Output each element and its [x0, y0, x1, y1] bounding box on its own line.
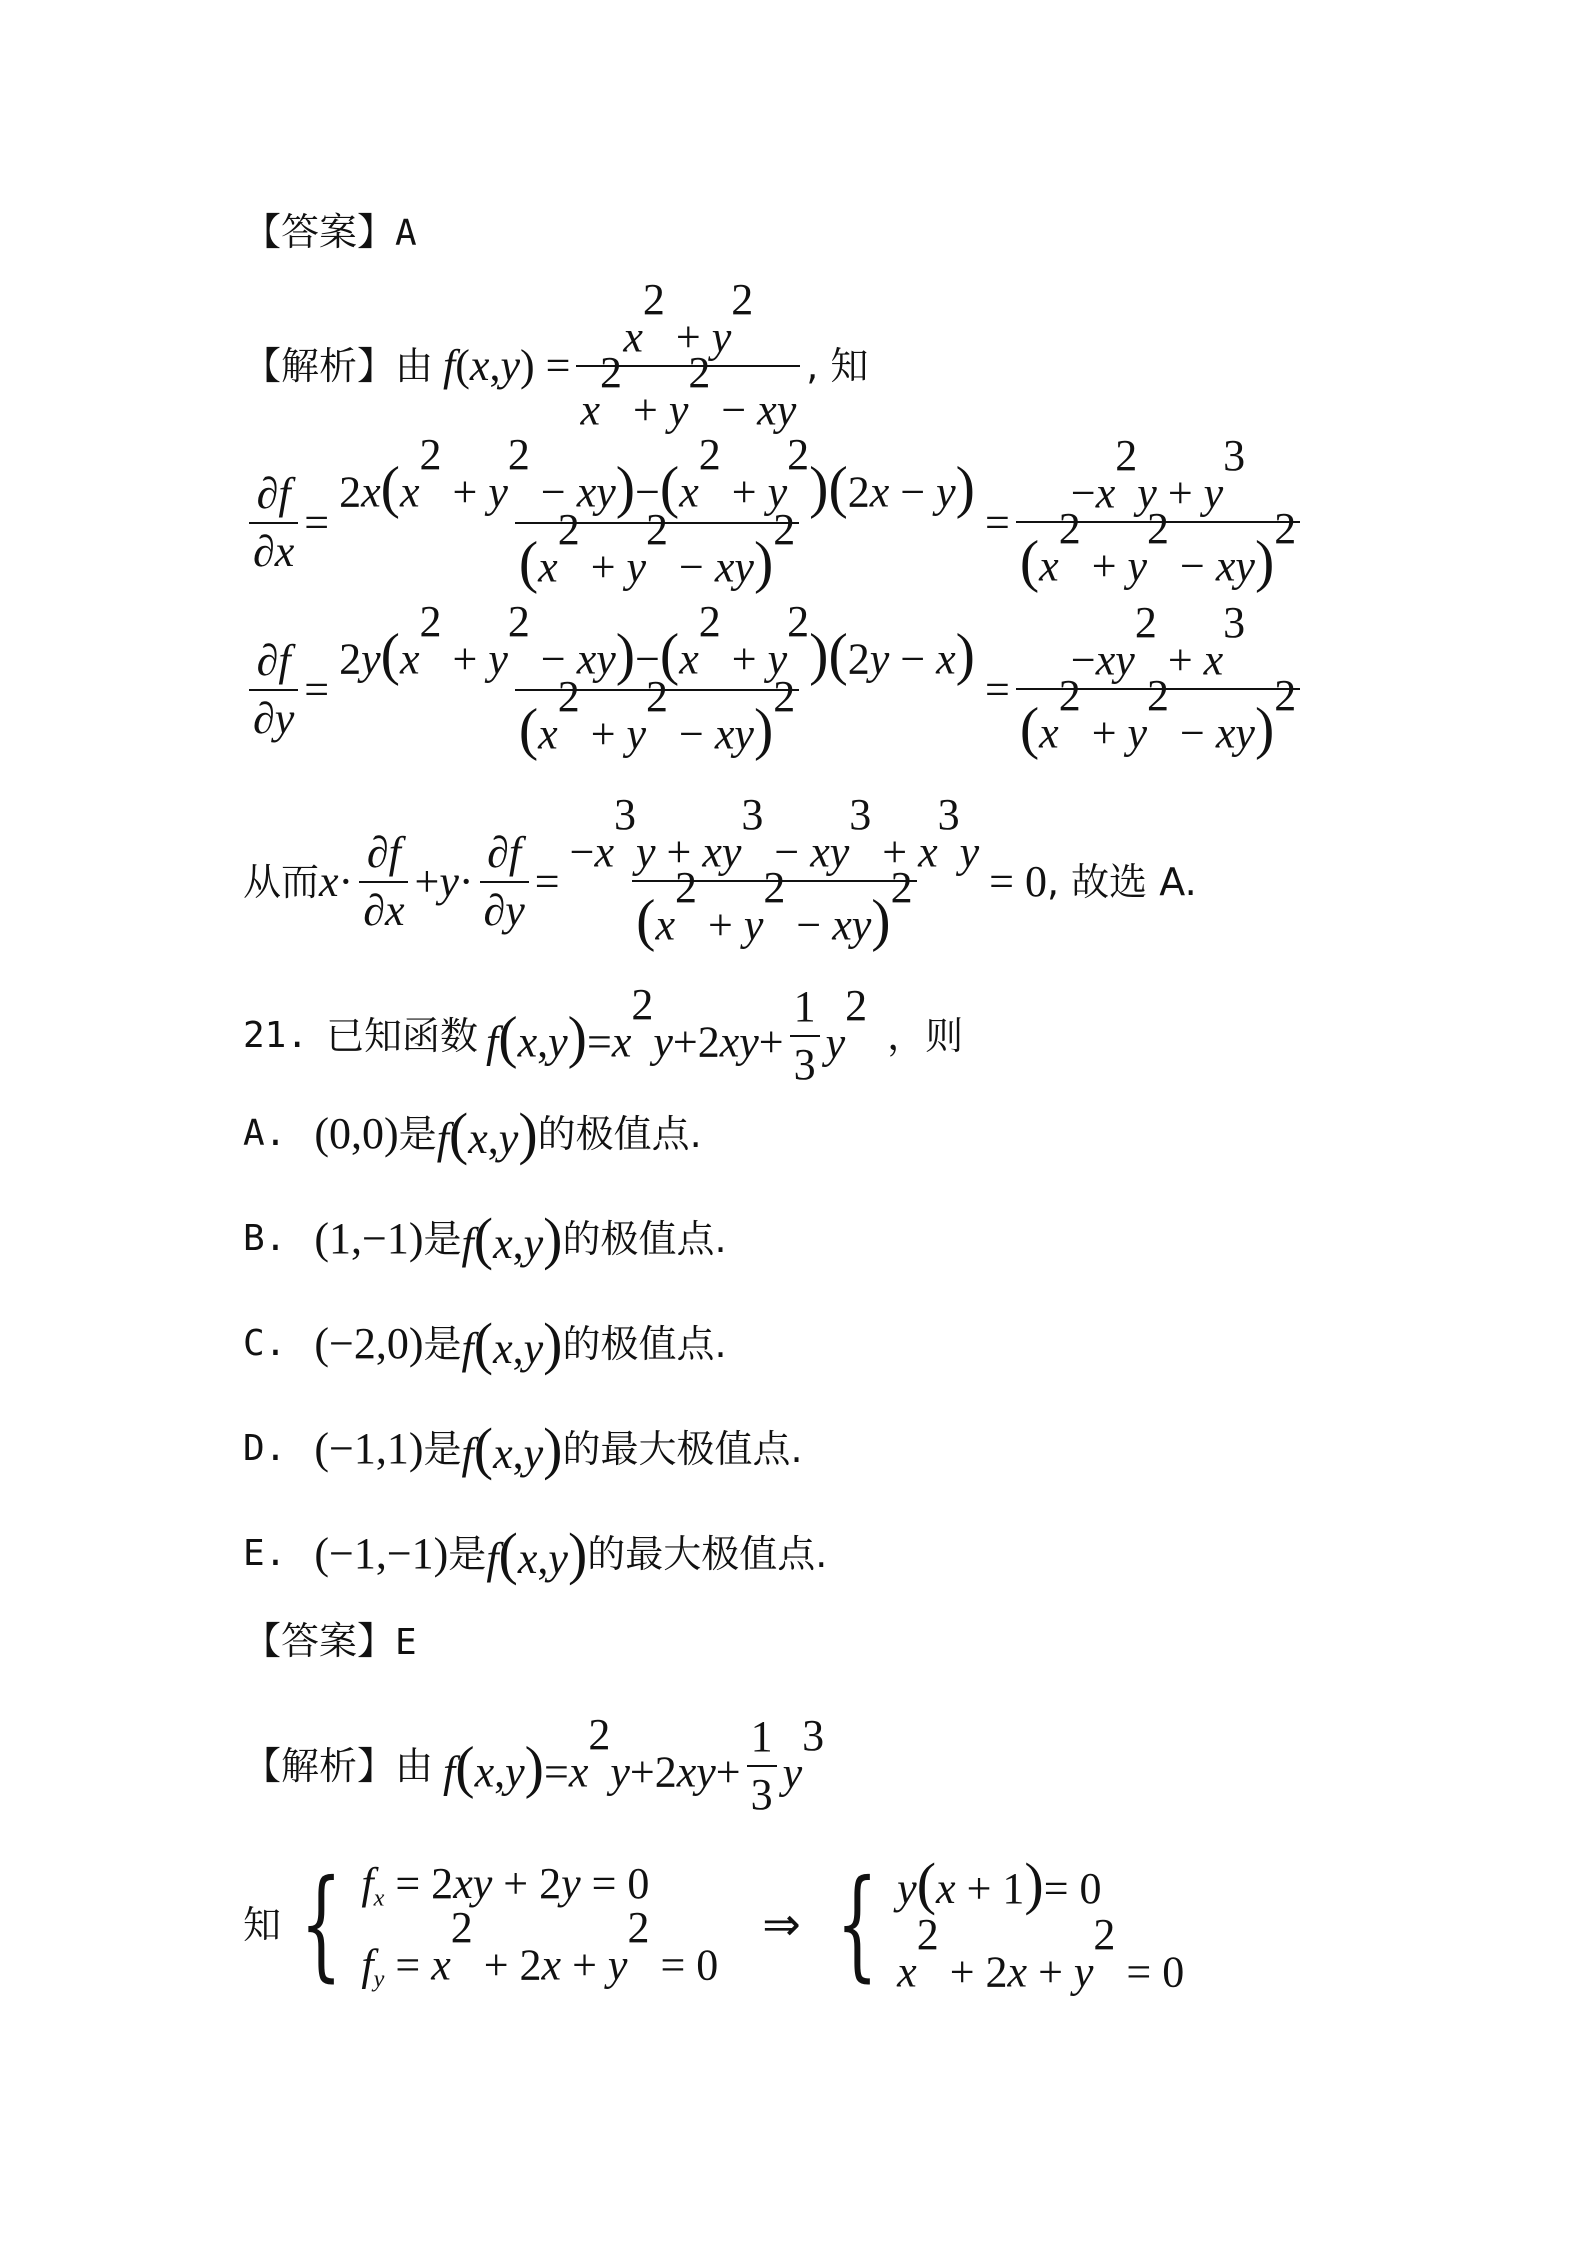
- one-third: $\frac{1}{3}$: [790, 985, 820, 1087]
- analysis-label: 【解析】: [243, 344, 396, 389]
- conclusion-text: , 故选 A.: [1047, 860, 1197, 905]
- answer-value: A: [395, 213, 417, 254]
- question-number: 21.: [243, 1015, 309, 1056]
- left-brace-icon: {: [300, 1854, 343, 1994]
- partial-y-expanded: $\frac{2y(x^2 + y^2 - xy)-(x^2 + y^2)(2y - x)}{(x^2 + y^2 - xy)^2}$: [339, 597, 975, 762]
- system-1: $f_x = 2xy + 2y = 0$ $f_y = x^2 + 2x + y^2 = 0$: [361, 1859, 719, 1993]
- partial-x-equation: $\frac{\partial f}{\partial x}$ = $\frac{2x(x^2 + y^2 - xy)-(x^2 + y^2)(2x - y)}{(x^2 + y^2 - xy)^2}$ = $\frac{-x^2y + y^3}{(x^2 + y^2 - xy)^2}$: [243, 455, 1306, 592]
- option-letter: D.: [243, 1428, 287, 1469]
- word-you: 由: [395, 1744, 434, 1788]
- word-zhi: 知: [243, 1902, 282, 1947]
- option-ending: 的最大极值点.: [562, 1427, 803, 1471]
- partial-y-simplified: $\frac{-xy^2 + x^3}{(x^2 + y^2 - xy)^2}$: [1016, 623, 1300, 758]
- system-2: y(x + 1)= 0 $x^2 + 2x + y^2 = 0$: [897, 1851, 1185, 1997]
- conclusion-line: 从而 x· $\frac{\partial f}{\partial x}$ +y· $\frac{\partial f}{\partial y}$ = $\frac{-x^3y + xy^3 - xy^3 + x^3y}{(x^2 + y^2 - xy)^2}$ = 0 , 故选 A.: [243, 790, 1197, 953]
- analysis-label: 【解析】: [243, 1744, 396, 1788]
- partial-x-expanded: $\frac{2x(x^2 + y^2 - xy)-(x^2 + y^2)(2x - y)}{(x^2 + y^2 - xy)^2}$: [339, 430, 975, 595]
- partial-x-symbol: $\frac{\partial f}{\partial x}$: [249, 472, 298, 574]
- option-ending: 的极值点.: [562, 1217, 727, 1261]
- answer-line-1: [243, 210, 417, 254]
- partial-x-simplified: $\frac{-x^2y + y^3}{(x^2 + y^2 - xy)^2}$: [1016, 456, 1300, 591]
- answer-line-2: [243, 1619, 417, 1663]
- answer-value: E: [395, 1622, 417, 1663]
- comma-zhi: , 知: [806, 344, 869, 389]
- question-stem: 已知函数: [326, 1014, 479, 1058]
- question-tail: ，则: [887, 1014, 964, 1058]
- option-point: (−1,−1): [314, 1529, 449, 1578]
- formula-f-def: f(x,y) =: [443, 341, 571, 391]
- partial-y-equation: $\frac{\partial f}{\partial y}$ = $\frac{2y(x^2 + y^2 - xy)-(x^2 + y^2)(2y - x)}{(x^2 + y^2 - xy)^2}$ = $\frac{-xy^2 + x^3}{(x^2 + y^2 - xy)^2}$: [243, 622, 1306, 759]
- option-e: E. (−1,−1) 是 f(x,y) 的最大极值点.: [243, 1521, 828, 1586]
- option-point: (1,−1): [314, 1214, 424, 1263]
- analysis-line-1: [243, 275, 869, 435]
- option-b: B. (1,−1) 是 f(x,y) 的极值点.: [243, 1206, 727, 1271]
- option-letter: E.: [243, 1533, 287, 1574]
- fraction-f: $\frac{x^2 + y^2}{x^2 + y^2 - xy}$: [576, 300, 800, 433]
- option-a: A. (0,0) 是 f(x,y) 的极值点.: [243, 1101, 702, 1166]
- analysis-line-2: 【解析】 由 $f(x,y)=x^2y+2xy+$ $\frac{1}{3}$ $y^3$: [243, 1710, 825, 1819]
- option-letter: C.: [243, 1323, 287, 1364]
- conclusion-fraction: $\frac{-x^3y + xy^3 - xy^3 + x^3y}{(x^2 + y^2 - xy)^2}$: [569, 790, 980, 953]
- word-congEr: 从而: [243, 860, 320, 905]
- option-ending: 的极值点.: [537, 1112, 702, 1156]
- conclusion-partial-x: $\frac{\partial f}{\partial x}$: [359, 831, 408, 933]
- option-ending: 的极值点.: [562, 1322, 727, 1366]
- option-letter: A.: [243, 1113, 287, 1154]
- option-point: (−2,0): [314, 1319, 424, 1368]
- one-third-2: $\frac{1}{3}$: [747, 1715, 777, 1817]
- system-line: [243, 1851, 1185, 1997]
- analysis-function: $f(x,y)=x^2y+2xy+$: [443, 1710, 741, 1800]
- answer-label: 【答案】: [243, 210, 396, 254]
- answer-label: 【答案】: [243, 1619, 396, 1663]
- option-ending: 的最大极值点.: [587, 1532, 828, 1576]
- option-c: C. (−2,0) 是 f(x,y) 的极值点.: [243, 1311, 727, 1376]
- partial-y-symbol: $\frac{\partial f}{\partial y}$: [249, 639, 298, 741]
- option-letter: B.: [243, 1218, 287, 1259]
- word-you: 由: [395, 344, 434, 389]
- implies-icon: ⇒: [762, 1898, 801, 1950]
- left-brace-icon: {: [835, 1854, 878, 1994]
- question-function: $f(x,y)=x^2y+2xy+$: [486, 980, 784, 1070]
- conclusion-partial-y: $\frac{\partial f}{\partial y}$: [480, 831, 529, 933]
- option-d: D. (−1,1) 是 f(x,y) 的最大极值点.: [243, 1416, 803, 1481]
- option-point: (0,0): [314, 1109, 399, 1158]
- option-point: (−1,1): [314, 1424, 424, 1473]
- question-21: 21. 已知函数 $f(x,y)=x^2y+2xy+$ $\frac{1}{3}$ $y^2$ ，则: [243, 980, 964, 1089]
